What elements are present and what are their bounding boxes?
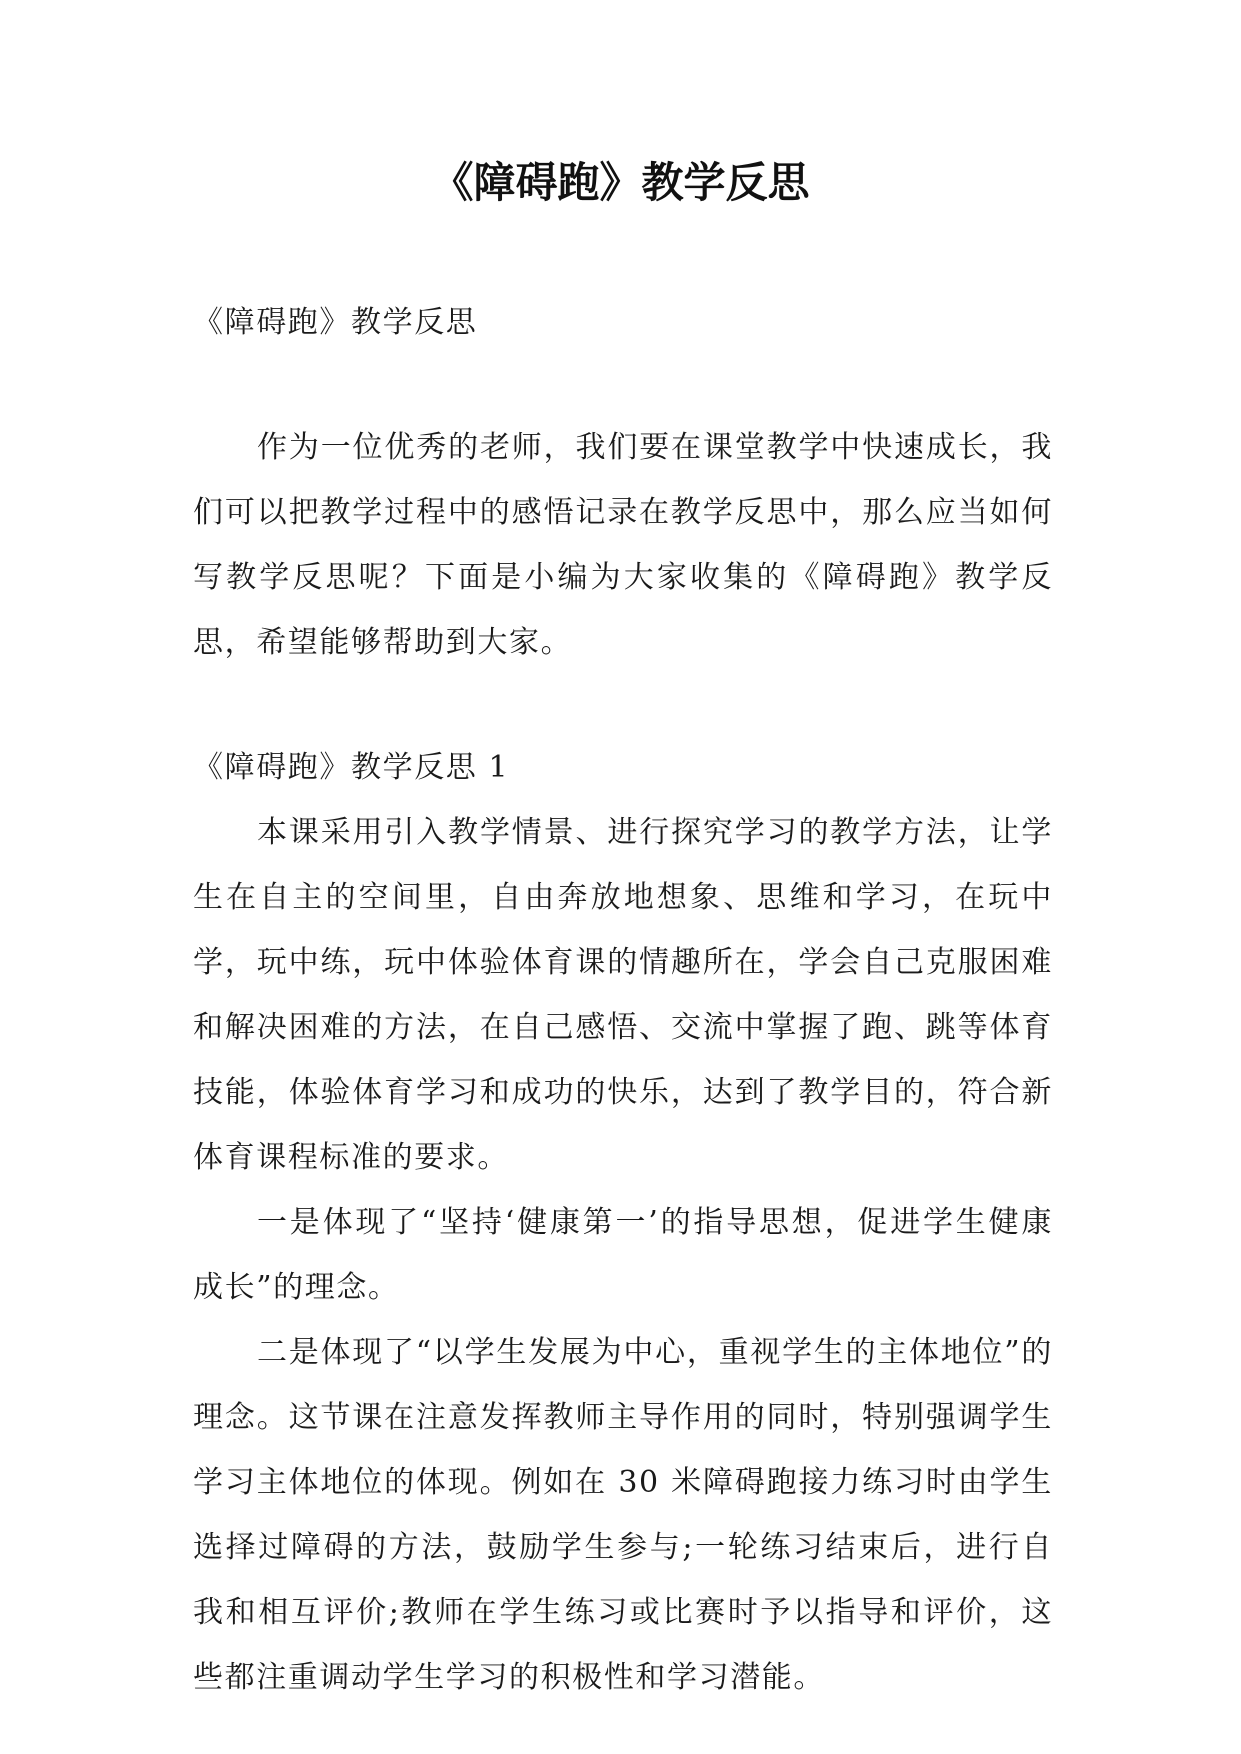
document-subtitle: 《障碍跑》教学反思 [193, 305, 478, 340]
spacer [193, 355, 1053, 415]
document-body [193, 290, 1053, 1710]
body-paragraph-2: 一是体现了“坚持‘健康第一’的指导思想，促进学生健康成长”的理念。 [193, 1205, 1053, 1305]
body-paragraph-3: 二是体现了“以学生发展为中心，重视学生的主体地位”的理念。这节课在注意发挥教师主导作用的同时，特别强调学生学习主体地位的体现。例如在 30 米障碍跑接力练习时由学生选择过障碍的方法，鼓励学生参与;一轮练习结束后，进行自我和相互评价;教师在学生练习或比赛时予以指导和评价，这些都注重调动学生学习的积极性和学习潜能。 [193, 1335, 1053, 1695]
section-heading-1: 《障碍跑》教学反思 1 [193, 750, 510, 785]
spacer [193, 675, 1053, 735]
intro-paragraph: 作为一位优秀的老师，我们要在课堂教学中快速成长，我们可以把教学过程中的感悟记录在教学反思中，那么应当如何写教学反思呢？下面是小编为大家收集的《障碍跑》教学反思，希望能够帮助到大家。 [193, 430, 1053, 660]
body-paragraph-1: 本课采用引入教学情景、进行探究学习的教学方法，让学生在自主的空间里，自由奔放地想象、思维和学习，在玩中学，玩中练，玩中体验体育课的情趣所在，学会自己克服困难和解决困难的方法，在自己感悟、交流中掌握了跑、跳等体育技能，体验体育学习和成功的快乐，达到了教学目的，符合新体育课程标准的要求。 [193, 815, 1053, 1175]
document-title: 《障碍跑》教学反思 [431, 158, 810, 207]
